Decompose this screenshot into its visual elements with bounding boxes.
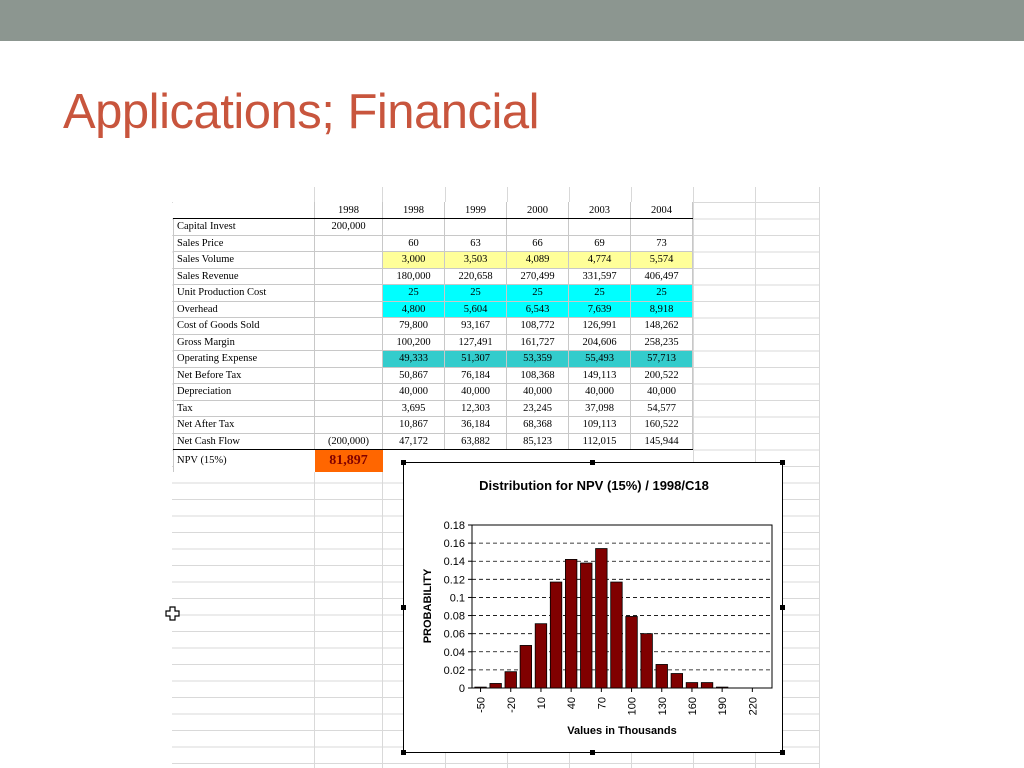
cell-value[interactable]: 8,918 <box>631 301 693 318</box>
cell-value[interactable]: 63,882 <box>445 433 507 450</box>
move-cursor-icon <box>165 606 180 621</box>
cell-value[interactable]: 148,262 <box>631 318 693 335</box>
cell-value[interactable]: 63 <box>445 235 507 252</box>
cell-value[interactable]: 23,245 <box>507 400 569 417</box>
table-row <box>174 301 693 318</box>
histogram-bar <box>596 549 608 688</box>
y-tick-label: 0.14 <box>443 556 465 569</box>
cell-value[interactable]: 4,774 <box>569 252 631 269</box>
cell-value[interactable]: 5,604 <box>445 301 507 318</box>
cell-value[interactable]: 54,577 <box>631 400 693 417</box>
cell-value[interactable] <box>631 219 693 236</box>
table-row <box>174 417 693 434</box>
cell-value[interactable]: 50,867 <box>383 367 445 384</box>
cell-value[interactable]: 40,000 <box>631 384 693 401</box>
histogram-bar <box>701 683 713 688</box>
cell-value[interactable]: 36,184 <box>445 417 507 434</box>
cell-value[interactable] <box>383 219 445 236</box>
table-row <box>174 367 693 384</box>
npv-label[interactable]: NPV (15%) <box>174 450 315 472</box>
histogram-bar <box>656 664 668 688</box>
cell-value[interactable]: 69 <box>569 235 631 252</box>
row-label[interactable]: Capital Invest <box>174 219 315 236</box>
cell-value[interactable]: 5,574 <box>631 252 693 269</box>
cell-value[interactable]: 127,491 <box>445 334 507 351</box>
cell-value[interactable] <box>315 367 383 384</box>
cell-value[interactable] <box>315 268 383 285</box>
chart-title: Distribution for NPV (15%) / 1998/C18 <box>479 478 709 493</box>
cell-value[interactable]: 10,867 <box>383 417 445 434</box>
cell-value[interactable]: 53,359 <box>507 351 569 368</box>
x-tick-label: 70 <box>596 697 609 710</box>
cell-value[interactable]: 4,089 <box>507 252 569 269</box>
cell-value[interactable]: 200,000 <box>315 219 383 236</box>
histogram-bar <box>611 582 623 688</box>
row-label[interactable]: Tax <box>174 400 315 417</box>
y-axis-label: PROBABILITY <box>422 568 434 644</box>
histogram-bar <box>490 683 502 688</box>
cell-value[interactable]: 109,113 <box>569 417 631 434</box>
table-row <box>174 433 693 450</box>
npv-value-cell[interactable]: 81,897 <box>315 450 383 472</box>
cell-value[interactable]: 160,522 <box>631 417 693 434</box>
table-row <box>174 219 693 236</box>
cell-value[interactable]: 60 <box>383 235 445 252</box>
selection-handle[interactable] <box>780 605 785 610</box>
table-row <box>174 268 693 285</box>
year-header[interactable]: 1999 <box>445 202 507 219</box>
year-header[interactable]: 2003 <box>569 202 631 219</box>
row-label[interactable]: Net Before Tax <box>174 367 315 384</box>
top-band <box>0 0 1024 41</box>
row-label[interactable]: Sales Volume <box>174 252 315 269</box>
cell-value[interactable]: 3,695 <box>383 400 445 417</box>
cell-value[interactable]: 40,000 <box>445 384 507 401</box>
selection-handle[interactable] <box>401 605 406 610</box>
cell-value[interactable]: 204,606 <box>569 334 631 351</box>
table-row <box>174 351 693 368</box>
cell-value[interactable] <box>315 235 383 252</box>
cell-value[interactable]: 68,368 <box>507 417 569 434</box>
histogram-bar <box>626 616 638 688</box>
row-label[interactable]: Cost of Goods Sold <box>174 318 315 335</box>
slide-title: Applications; Financial <box>63 85 540 139</box>
cell-value[interactable]: 85,123 <box>507 433 569 450</box>
cell-value[interactable] <box>315 384 383 401</box>
row-label[interactable]: Depreciation <box>174 384 315 401</box>
table-row <box>174 252 693 269</box>
selection-handle[interactable] <box>401 460 406 465</box>
cell-value[interactable]: 149,113 <box>569 367 631 384</box>
cell-value[interactable]: 406,497 <box>631 268 693 285</box>
row-label[interactable]: Sales Price <box>174 235 315 252</box>
x-tick-label: -20 <box>505 697 518 713</box>
cell-value[interactable]: 200,522 <box>631 367 693 384</box>
selection-handle[interactable] <box>401 750 406 755</box>
cell-value[interactable] <box>315 417 383 434</box>
cell-value[interactable]: 258,235 <box>631 334 693 351</box>
cell-value[interactable]: 25 <box>445 285 507 302</box>
x-tick-label: 130 <box>656 697 669 716</box>
row-label[interactable]: Net Cash Flow <box>174 433 315 450</box>
cell-value[interactable]: 3,000 <box>383 252 445 269</box>
selection-handle[interactable] <box>590 460 595 465</box>
cell-value[interactable]: 180,000 <box>383 268 445 285</box>
histogram-bar <box>475 687 487 688</box>
npv-distribution-chart[interactable] <box>403 462 783 753</box>
financial-table <box>173 202 693 472</box>
histogram-bar <box>686 683 698 688</box>
table-row <box>174 318 693 335</box>
header-row <box>174 202 693 219</box>
y-tick-label: 0.1 <box>449 592 465 605</box>
cell-value[interactable] <box>315 351 383 368</box>
cell-value[interactable]: 145,944 <box>631 433 693 450</box>
table-row <box>174 285 693 302</box>
selection-handle[interactable] <box>590 750 595 755</box>
x-tick-label: 160 <box>686 697 699 716</box>
row-label[interactable]: Overhead <box>174 301 315 318</box>
histogram-bar <box>535 624 547 688</box>
histogram-bar <box>581 563 593 688</box>
cell-value[interactable] <box>569 219 631 236</box>
cell-value[interactable]: 108,772 <box>507 318 569 335</box>
selection-handle[interactable] <box>780 460 785 465</box>
y-tick-label: 0.06 <box>443 628 465 641</box>
table-row <box>174 400 693 417</box>
cell-value[interactable]: 40,000 <box>569 384 631 401</box>
table-row <box>174 334 693 351</box>
cell-value[interactable]: 25 <box>507 285 569 302</box>
cell-value[interactable]: 3,503 <box>445 252 507 269</box>
x-tick-label: 100 <box>626 697 639 716</box>
cell-value[interactable]: 12,303 <box>445 400 507 417</box>
cell-value[interactable] <box>315 252 383 269</box>
cell-value[interactable]: 161,727 <box>507 334 569 351</box>
histogram-bar <box>671 674 683 688</box>
cell-value[interactable] <box>315 400 383 417</box>
cell-value[interactable]: 25 <box>569 285 631 302</box>
x-axis-label: Values in Thousands <box>567 725 677 737</box>
cell-value[interactable]: 40,000 <box>383 384 445 401</box>
cell-value[interactable] <box>315 334 383 351</box>
year-header[interactable]: 1998 <box>383 202 445 219</box>
cell-value[interactable] <box>315 285 383 302</box>
cell-value[interactable]: 220,658 <box>445 268 507 285</box>
histogram-bar <box>505 672 517 688</box>
row-label[interactable]: Operating Expense <box>174 351 315 368</box>
year-header[interactable]: 2004 <box>631 202 693 219</box>
cell-value[interactable]: 4,800 <box>383 301 445 318</box>
histogram-bar <box>716 687 728 688</box>
cell-value[interactable] <box>507 219 569 236</box>
histogram-bar <box>520 645 532 688</box>
cell-value[interactable]: 47,172 <box>383 433 445 450</box>
year-header[interactable]: 2000 <box>507 202 569 219</box>
cell-value[interactable]: 25 <box>631 285 693 302</box>
cell-value[interactable] <box>445 219 507 236</box>
cell-value[interactable]: 100,200 <box>383 334 445 351</box>
histogram-bar <box>550 582 562 688</box>
header-label-cell[interactable] <box>174 202 315 219</box>
cell-value[interactable]: 57,713 <box>631 351 693 368</box>
y-tick-label: 0.04 <box>443 646 465 659</box>
y-tick-label: 0.08 <box>443 610 465 623</box>
cell-value[interactable]: 25 <box>383 285 445 302</box>
cell-value[interactable]: 76,184 <box>445 367 507 384</box>
selection-handle[interactable] <box>780 750 785 755</box>
x-tick-label: 220 <box>747 697 760 716</box>
cell-value[interactable]: 51,307 <box>445 351 507 368</box>
cell-value[interactable]: 108,368 <box>507 367 569 384</box>
y-tick-label: 0.12 <box>443 574 465 587</box>
table-row <box>174 235 693 252</box>
y-tick-label: 0.18 <box>443 520 465 532</box>
cell-value[interactable]: 7,639 <box>569 301 631 318</box>
y-tick-label: 0.02 <box>443 664 465 677</box>
cell-value[interactable] <box>315 318 383 335</box>
cell-value[interactable]: 49,333 <box>383 351 445 368</box>
x-tick-label: 10 <box>535 697 548 710</box>
cell-value[interactable]: 40,000 <box>507 384 569 401</box>
table-row <box>174 384 693 401</box>
x-tick-label: 40 <box>566 697 579 710</box>
cell-value[interactable]: 55,493 <box>569 351 631 368</box>
row-label[interactable]: Gross Margin <box>174 334 315 351</box>
cell-value[interactable]: 93,167 <box>445 318 507 335</box>
cell-value[interactable]: 37,098 <box>569 400 631 417</box>
cell-value[interactable]: 112,015 <box>569 433 631 450</box>
cell-value[interactable]: 331,597 <box>569 268 631 285</box>
cell-value[interactable]: 6,543 <box>507 301 569 318</box>
cell-value[interactable]: 79,800 <box>383 318 445 335</box>
y-tick-label: 0 <box>458 683 465 695</box>
histogram-bar <box>565 559 577 688</box>
cell-value[interactable]: 270,499 <box>507 268 569 285</box>
row-label[interactable]: Sales Revenue <box>174 268 315 285</box>
row-label[interactable]: Net After Tax <box>174 417 315 434</box>
y-tick-label: 0.16 <box>443 538 465 551</box>
row-label[interactable]: Unit Production Cost <box>174 285 315 302</box>
x-tick-label: -50 <box>475 697 488 713</box>
chart-svg <box>404 463 784 754</box>
year-header[interactable]: 1998 <box>315 202 383 219</box>
cell-value[interactable]: 73 <box>631 235 693 252</box>
cell-value[interactable]: 66 <box>507 235 569 252</box>
cell-value[interactable]: (200,000) <box>315 433 383 450</box>
x-tick-label: 190 <box>717 697 730 716</box>
histogram-bar <box>641 634 653 688</box>
cell-value[interactable] <box>315 301 383 318</box>
cell-value[interactable]: 126,991 <box>569 318 631 335</box>
